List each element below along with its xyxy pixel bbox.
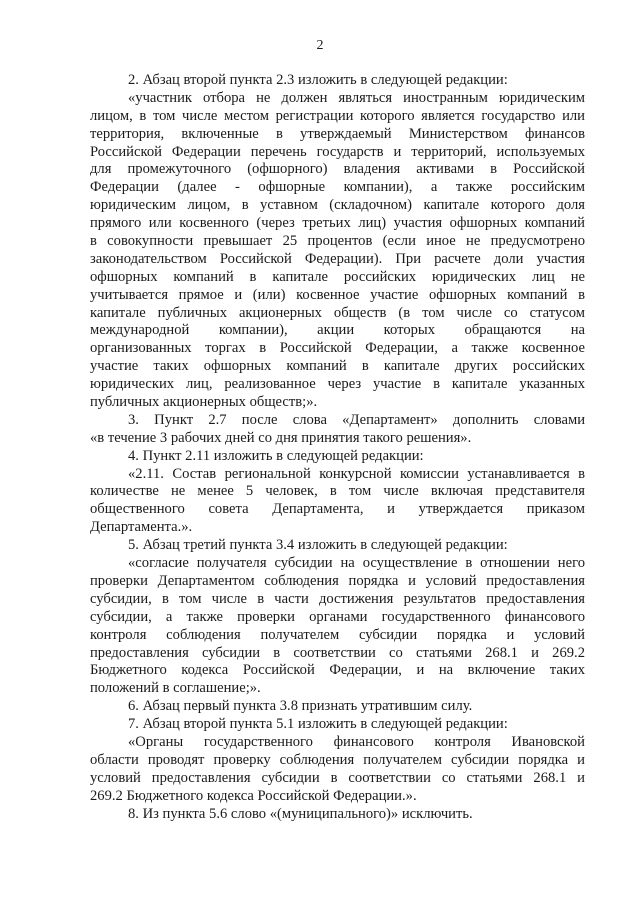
text-line: международной компании), акции которых обращаются на <box>90 322 585 339</box>
text-line: для промежуточного (офшорного) владения активами в Российской <box>90 161 585 178</box>
text-line: Бюджетного кодекса Российской Федерации, и на включение таких <box>90 662 585 679</box>
text-line: капитале публичных акционерных обществ (в том числе со статусом <box>90 304 585 321</box>
text-line: юридических лиц, реализованное через участие в капитале указанных <box>90 376 585 393</box>
text-line: территория, включенные в утверждаемый Министерством финансов <box>90 125 585 142</box>
text-line: контроля соблюдения получателем субсидии порядка и условий <box>90 626 585 643</box>
document-body <box>90 72 585 823</box>
text-line: 6. Абзац первый пункта 3.8 признать утратившим силу. <box>128 698 473 715</box>
text-line: «участник отбора не должен являться иностранным юридическим <box>128 89 585 106</box>
text-line: субсидии, в том числе в части достижения результатов предоставления <box>90 590 585 607</box>
text-line: «согласие получателя субсидии на осуществление в отношении него <box>128 555 585 572</box>
text-line: в совокупности превышает 25 процентов (если иное не предусмотрено <box>90 233 585 250</box>
text-line: Федерации (далее - офшорные компании), а также российским <box>90 179 585 196</box>
text-line: 3. Пункт 2.7 после слова «Департамент» дополнить словами <box>128 411 585 428</box>
page-number: 2 <box>316 38 324 53</box>
text-line: Департамента.». <box>90 519 193 536</box>
text-line: положений в соглашение;». <box>90 680 261 697</box>
text-line: юридическим лицом, в уставном (складочном) капитале которого доля <box>90 197 585 214</box>
text-line: «2.11. Состав региональной конкурсной комиссии устанавливается в <box>128 465 585 482</box>
text-line: лицом, в том числе местом регистрации которого является государство или <box>90 107 585 124</box>
text-line: 2. Абзац второй пункта 2.3 изложить в следующей редакции: <box>128 72 508 88</box>
text-line: общественного совета Департамента, и утверждается приказом <box>90 501 585 518</box>
text-line: предоставления субсидии в соответствии со статьями 268.1 и 269.2 <box>90 644 585 661</box>
text-line: 7. Абзац второй пункта 5.1 изложить в следующей редакции: <box>128 716 508 733</box>
text-line: условий предоставления субсидии в соответствии со статьями 268.1 и <box>90 769 585 786</box>
text-line: законодательством Российской Федерации). При расчете доли участия <box>90 250 585 267</box>
text-line: организованных торгах в Российской Федерации, а также косвенное <box>90 340 585 357</box>
text-line: прямого или косвенного (через третьих лиц) участия офшорных компаний <box>90 215 585 232</box>
text-line: 8. Из пункта 5.6 слово «(муниципального)» исключить. <box>128 805 473 822</box>
text-line: учитывается прямое и (или) косвенное участие офшорных компаний в <box>90 286 585 303</box>
text-line: субсидии, а также проверки органами государственного финансового <box>90 608 585 625</box>
text-line: 4. Пункт 2.11 изложить в следующей редакции: <box>128 447 424 464</box>
text-line: количестве не менее 5 человек, в том числе включая представителя <box>90 483 585 500</box>
text-line: «Органы государственного финансового контроля Ивановской <box>128 733 585 750</box>
text-line: области проводят проверку соблюдения получателем субсидии порядка и <box>90 751 585 768</box>
text-line: 5. Абзац третий пункта 3.4 изложить в следующей редакции: <box>128 537 508 554</box>
text-line: публичных акционерных обществ;». <box>90 394 318 411</box>
text-line: участие таких офшорных компаний в капитале других российских <box>90 358 585 375</box>
text-line: 269.2 Бюджетного кодекса Российской Федерации.». <box>90 787 417 804</box>
text-line: офшорных компаний в капитале российских юридических лиц не <box>90 268 585 285</box>
text-line: «в течение 3 рабочих дней со дня принятия такого решения». <box>90 429 472 446</box>
text-line: Российской Федерации перечень государств и территорий, используемых <box>90 143 585 160</box>
text-line: проверки Департаментом соблюдения порядка и условий предоставления <box>90 572 585 589</box>
